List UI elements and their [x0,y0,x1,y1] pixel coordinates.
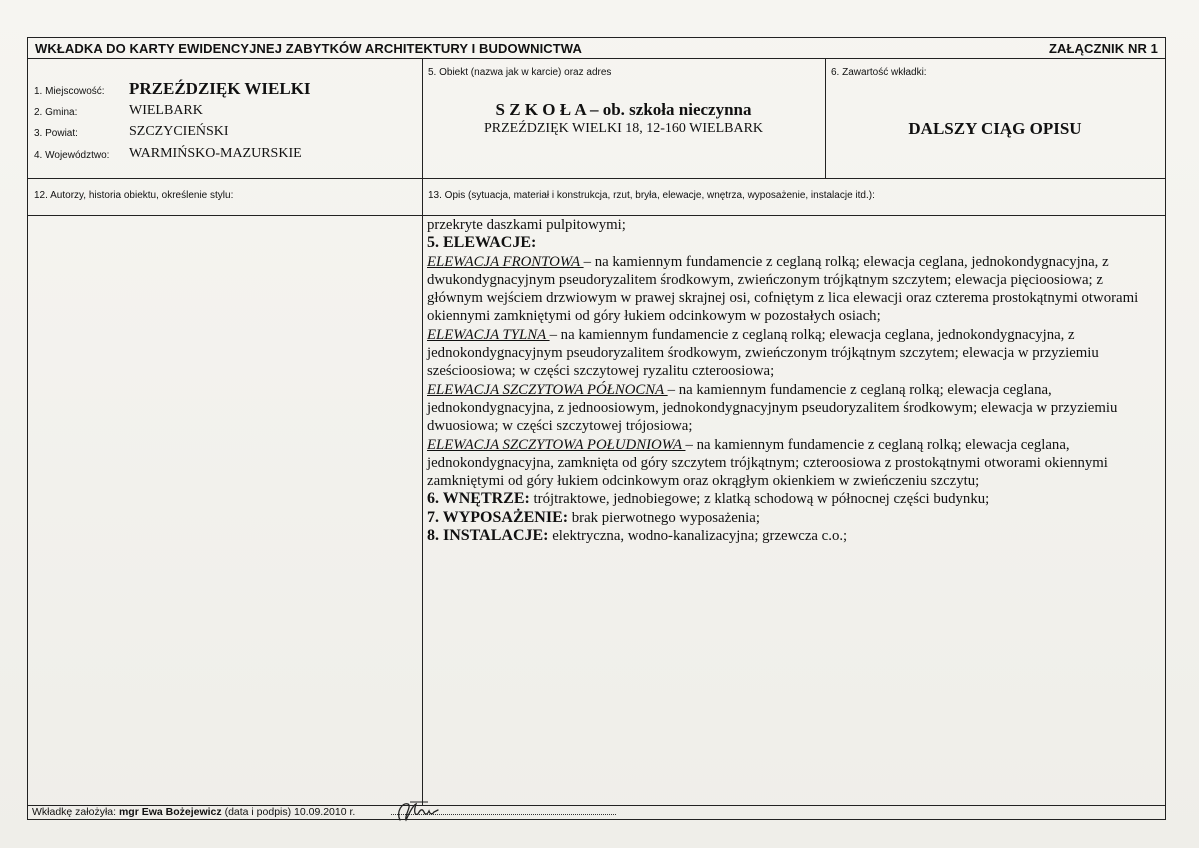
north-elevation [427,381,1149,436]
front-elevation-text: – na kamiennym fundamencie z ceglaną rolką; elewacja ceglana, jednokondygnacyjna, z dwukondygnacyjnym pseudoryzalitem środkowym, zwieńczonym trójkątnym szczytem; elewacja pięcioosiowa; z głównym wejściem drzwiowym w prawej skrajnej osi, cofniętym z lica elewacji oraz czterema prostokątnymi otworami okiennymi zamkniętymi od góry łukiem odcinkowym w pozostałych osiach; [427,253,1139,325]
footer-prefix: Wkładkę założyła: [32,806,119,818]
annex-label: ZAŁĄCZNIK NR 1 [1048,41,1158,56]
object-name: S Z K O Ł A – ob. szkoła nieczynna [495,100,752,119]
south-elevation [427,436,1149,491]
south-elevation-title: ELEWACJA SZCZYTOWA POŁUDNIOWA [427,436,686,453]
gmina-label: 2. Gmina: [34,107,78,118]
header-divider [28,58,1165,59]
rear-elevation [427,326,1149,381]
form-frame [27,37,1166,820]
footer-line [32,806,616,818]
rear-elevation-text: – na kamiennym fundamencie z ceglaną rolką; elewacja ceglana, jednokondygnacyjna, z jednokondygnacyjnym pseudoryzalitem środkowym, zwieńczonym trójkątnym szczytem; elewacja w przyziemiu sześcioosiowa; w części szczytowej ryzalitu czteroosiowa; [427,326,1099,380]
info-divider [28,178,1165,179]
section-8-heading: 8. INSTALACJE: [427,527,549,545]
insert-content-value: DALSZY CIĄG OPISU [908,119,1082,138]
section-6-text: trójtraktowe, jednobiegowe; z klatką schodową w północnej części budynku; [529,491,990,508]
handwritten-signature [394,798,442,824]
south-elevation-text: – na kamiennym fundamencie z ceglaną rolką; elewacja ceglana, jednokondygnacyjna, zamknięta od góry szczytem trójkątnym; czteroosiowa z prostokątnymi otworami okiennymi zamkniętymi od góry łukiem odcinkowym oraz okrągłym okienkiem w zwieńczeniu szczytu; [427,436,1108,490]
miejscowosc-value: PRZEŹDZIĘK WIELKI [129,79,311,98]
section-6 [427,490,1149,508]
form-title: WKŁADKA DO KARTY EWIDENCYJNEJ ZABYTKÓW ARCHITEKTURY I BUDOWNICTWA [35,41,582,56]
powiat-label: 3. Powiat: [34,128,78,139]
wojewodztwo-value: WARMIŃSKO-MAZURSKIE [129,146,302,161]
divider-v2 [825,58,826,178]
section-8-text: elektryczna, wodno-kanalizacyjna; grzewcza c.o.; [548,528,848,545]
footer-suffix: (data i podpis) 10.09.2010 r. [221,806,356,818]
miejscowosc-label: 1. Miejscowość: [34,86,105,97]
gmina-value: WIELBARK [129,103,203,118]
front-elevation [427,253,1149,326]
section-5-heading: 5. ELEWACJE: [427,234,537,252]
section-6-heading: 6. WNĘTRZE: [427,490,530,508]
description-intro: przekryte daszkami pulpitowymi; [427,217,626,233]
section-7 [427,509,1149,527]
footer-author: mgr Ewa Bożejewicz [118,806,222,818]
description-label: 13. Opis (sytuacja, materiał i konstrukcja, rzut, bryła, elewacje, wnętrza, wyposażenie, instalacje itd.): [428,190,875,201]
authors-label: 12. Autorzy, historia obiektu, określenie stylu: [34,190,234,201]
north-elevation-title: ELEWACJA SZCZYTOWA PÓŁNOCNA [427,381,668,398]
section-8 [427,527,1149,545]
section-7-text: brak pierwotnego wyposażenia; [568,509,760,526]
rear-elevation-title: ELEWACJA TYLNA [427,326,550,343]
object-label: 5. Obiekt (nazwa jak w karcie) oraz adres [428,67,612,78]
insert-content-label: 6. Zawartość wkładki: [831,67,927,78]
powiat-value: SZCZYCIEŃSKI [129,124,229,139]
section-7-heading: 7. WYPOSAŻENIE: [427,508,569,526]
object-address: PRZEŹDZIĘK WIELKI 18, 12-160 WIELBARK [483,121,764,136]
description-body [427,216,1149,545]
wojewodztwo-label: 4. Województwo: [34,150,110,161]
divider-v3 [422,178,423,805]
north-elevation-text: – na kamiennym fundamencie z ceglaną rolką; elewacja ceglana, jednokondygnacyjna, z jednoosiowym, jednokondygnacyjnym pseudoryzalitem środkowym; elewacja w przyziemiu dwuosiowa; w części szczytowej trójosiowa; [427,381,1118,435]
front-elevation-title: ELEWACJA FRONTOWA [427,253,584,270]
